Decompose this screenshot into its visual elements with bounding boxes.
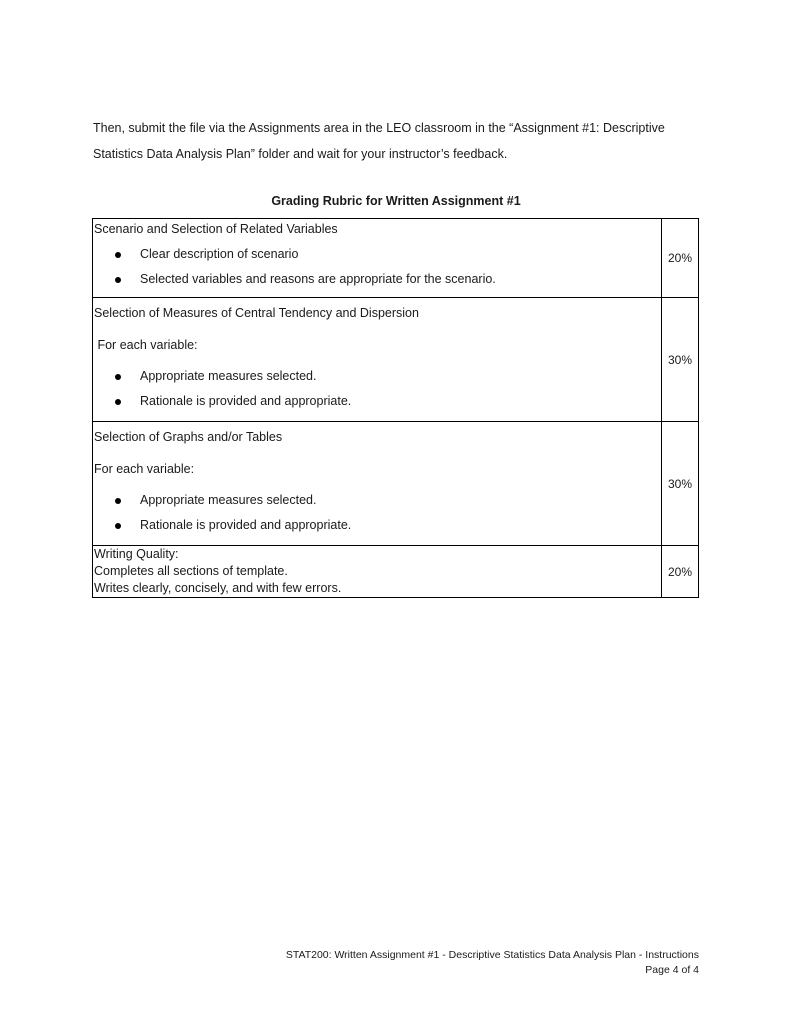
rubric-row-graphs	[93, 422, 699, 546]
rubric-subheading: For each variable:	[94, 462, 195, 476]
rubric-criteria-cell	[93, 546, 662, 598]
bullet-icon	[115, 374, 121, 380]
rubric-bullet-list	[94, 488, 661, 538]
footer-course-title: STAT200: Written Assignment #1 - Descriptive Statistics Data Analysis Plan - Instructions	[285, 949, 699, 961]
rubric-criteria-line: Writes clearly, concisely, and with few errors.	[94, 581, 342, 595]
rubric-subheading: For each variable:	[94, 338, 198, 352]
rubric-criteria-cell	[93, 219, 662, 298]
bullet-icon	[115, 399, 121, 405]
bullet-icon	[115, 498, 121, 504]
footer-page-number: Page 4 of 4	[645, 964, 699, 976]
rubric-criteria-heading: Scenario and Selection of Related Variables	[94, 222, 338, 236]
bullet-icon	[115, 277, 121, 283]
rubric-criteria-cell	[93, 422, 662, 546]
rubric-bullet: Appropriate measures selected.	[94, 364, 661, 389]
rubric-bullet-list	[94, 364, 661, 414]
rubric-title: Grading Rubric for Written Assignment #1	[271, 194, 521, 208]
rubric-percent-cell: 20%	[662, 219, 699, 298]
rubric-bullet: Clear description of scenario	[94, 242, 661, 267]
rubric-percent-cell: 20%	[662, 546, 699, 598]
rubric-bullet: Rationale is provided and appropriate.	[94, 389, 661, 414]
rubric-bullet: Selected variables and reasons are appropriate for the scenario.	[94, 267, 661, 292]
rubric-criteria-heading: Selection of Graphs and/or Tables	[94, 430, 283, 444]
rubric-bullet-list	[94, 242, 661, 292]
bullet-icon	[115, 523, 121, 529]
rubric-bullet: Rationale is provided and appropriate.	[94, 513, 661, 538]
intro-paragraph	[93, 115, 703, 167]
intro-line-2: Statistics Data Analysis Plan” folder and wait for your instructor’s feedback.	[93, 147, 508, 161]
rubric-criteria-heading: Selection of Measures of Central Tendency and Dispersion	[94, 306, 419, 320]
rubric-criteria-line: Completes all sections of template.	[94, 564, 288, 578]
grading-rubric-table	[92, 218, 699, 598]
rubric-criteria-cell	[93, 298, 662, 422]
bullet-icon	[115, 252, 121, 258]
rubric-row-scenario	[93, 219, 699, 298]
rubric-percent-cell: 30%	[662, 422, 699, 546]
rubric-criteria-heading: Writing Quality:	[94, 547, 179, 561]
rubric-percent-cell: 30%	[662, 298, 699, 422]
rubric-row-writing-quality	[93, 546, 699, 598]
intro-line-1: Then, submit the file via the Assignments area in the LEO classroom in the “Assignment #1: Descriptive	[93, 121, 665, 135]
rubric-row-central-tendency	[93, 298, 699, 422]
page-footer	[286, 948, 699, 978]
rubric-bullet: Appropriate measures selected.	[94, 488, 661, 513]
